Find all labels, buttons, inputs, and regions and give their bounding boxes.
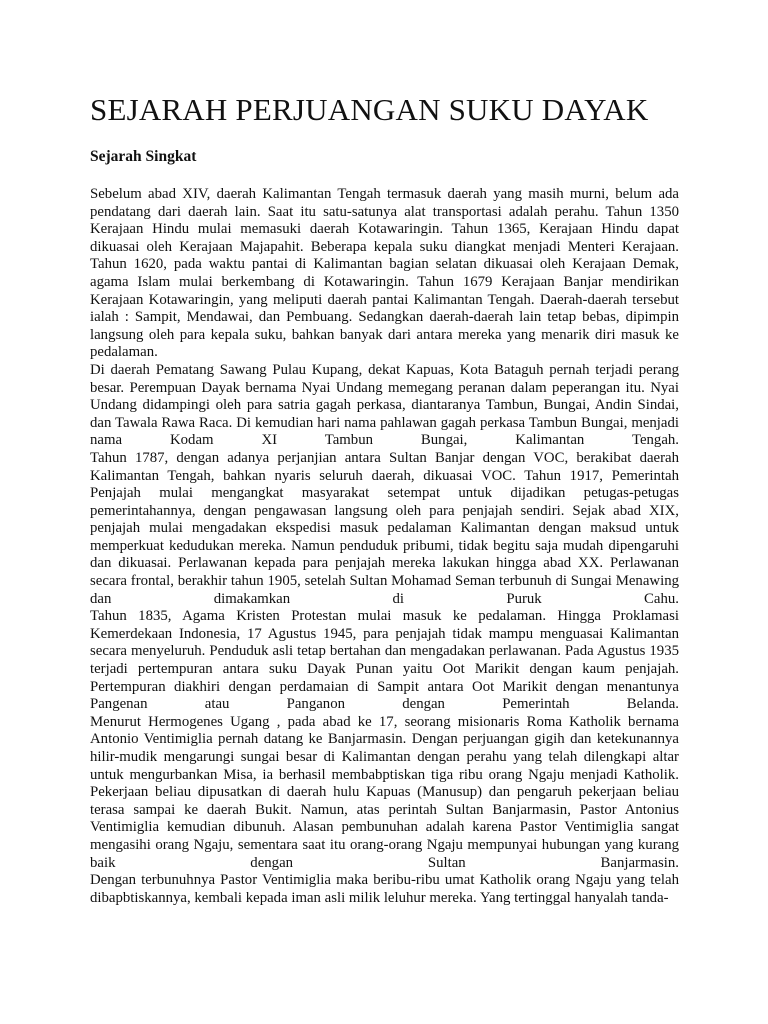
- document-body: [90, 186, 679, 907]
- paragraph: Sebelum abad XIV, daerah Kalimantan Tengah termasuk daerah yang masih murni, belum ada pendatang dari daerah lain. Saat itu satu-satunya alat transportasi adalah perahu. Tahun 1350 Kerajaan Hindu mulai memasuki daerah Kotawaringin. Tahun 1365, Kerajaan Hindu dapat dikuasai oleh Kerajaan Majapahit. Beberapa kepala suku diangkat menjadi Menteri Kerajaan. Tahun 1620, pada waktu pantai di Kalimantan bagian selatan dikuasai oleh Kerajaan Demak, agama Islam mulai berkembang di Kotawaringin. Tahun 1679 Kerajaan Banjar mendirikan Kerajaan Kotawaringin, yang meliputi daerah pantai Kalimantan Tengah. Daerah-daerah tersebut ialah : Sampit, Mendawai, dan Pembuang. Sedangkan daerah-daerah lain tetap bebas, dipimpin langsung oleh para kepala suku, bahkan banyak dari antara mereka yang menarik diri masuk ke pedalaman.: [90, 186, 679, 361]
- paragraph: Menurut Hermogenes Ugang , pada abad ke 17, seorang misionaris Roma Katholik bernama Antonio Ventimiglia pernah datang ke Banjarmasin. Dengan perjuangan gigih dan ketekunannya hilir-mudik mengarungi sungai besar di Kalimantan dengan perahu yang telah dilengkapi altar untuk mengurbankan Misa, ia berhasil membabptiskan tiga ribu orang Ngaju menjadi Katholik. Pekerjaan beliau dipusatkan di daerah hulu Kapuas (Manusup) dan pengaruh pekerjaan beliau terasa sampai ke daerah Bukit. Namun, atas perintah Sultan Banjarmasin, Pastor Antonius Ventimiglia kemudian dibunuh. Alasan pembunuhan adalah karena Pastor Ventimiglia sangat mengasihi orang Ngaju, sementara saat itu orang-orang Ngaju mempunyai hubungan yang kurang baik dengan Sultan Banjarmasin.: [90, 713, 679, 871]
- paragraph: Dengan terbunuhnya Pastor Ventimiglia maka beribu-ribu umat Katholik orang Ngaju yang telah dibapbtiskannya, kembali kepada iman asli milik leluhur mereka. Yang tertinggal hanyalah tanda-: [90, 872, 679, 906]
- paragraph: Tahun 1787, dengan adanya perjanjian antara Sultan Banjar dengan VOC, berakibat daerah Kalimantan Tengah, bahkan nyaris seluruh daerah, dikuasai VOC. Tahun 1917, Pemerintah Penjajah mulai mengangkat masyarakat setempat untuk dijadikan petugas-petugas pemerintahannya, dengan pengawasan langsung oleh para penjajah sendiri. Sejak abad XIX, penjajah mulai mengadakan ekspedisi masuk pedalaman Kalimantan dengan maksud untuk memperkuat kedudukan mereka. Namun penduduk pribumi, tidak begitu saja mudah dipengaruhi dan dikuasai. Perlawanan kepada para penjajah mereka lakukan hingga abad XX. Perlawanan secara frontal, berakhir tahun 1905, setelah Sultan Mohamad Seman terbunuh di Sungai Menawing dan dimakamkan di Puruk Cahu.: [90, 449, 679, 607]
- paragraph: Di daerah Pematang Sawang Pulau Kupang, dekat Kapuas, Kota Bataguh pernah terjadi perang besar. Perempuan Dayak bernama Nyai Undang memegang peranan dalam peperangan itu. Nyai Undang didampingi oleh para satria gagah perkasa, diantaranya Tambun, Bungai, Andin Sindai, dan Tawala Rawa Raca. Di kemudian hari nama pahlawan gagah perkasa Tambun Bungai, menjadi nama Kodam XI Tambun Bungai, Kalimantan Tengah.: [90, 361, 679, 449]
- document-title: SEJARAH PERJUANGAN SUKU DAYAK: [90, 92, 649, 127]
- section-heading: Sejarah Singkat: [90, 148, 197, 165]
- paragraph: Tahun 1835, Agama Kristen Protestan mulai masuk ke pedalaman. Hingga Proklamasi Kemerdekaan Indonesia, 17 Agustus 1945, para penjajah tidak mampu menguasai Kalimantan secara menyeluruh. Penduduk asli tetap bertahan dan mengadakan perlawanan. Pada Agustus 1935 terjadi pertempuran antara suku Dayak Punan yaitu Oot Marikit dengan kaum penjajah. Pertempuran diakhiri dengan perdamaian di Sampit antara Oot Marikit dengan menantunya Pangenan atau Panganon dengan Pemerintah Belanda.: [90, 608, 679, 713]
- document-page: [90, 90, 679, 907]
